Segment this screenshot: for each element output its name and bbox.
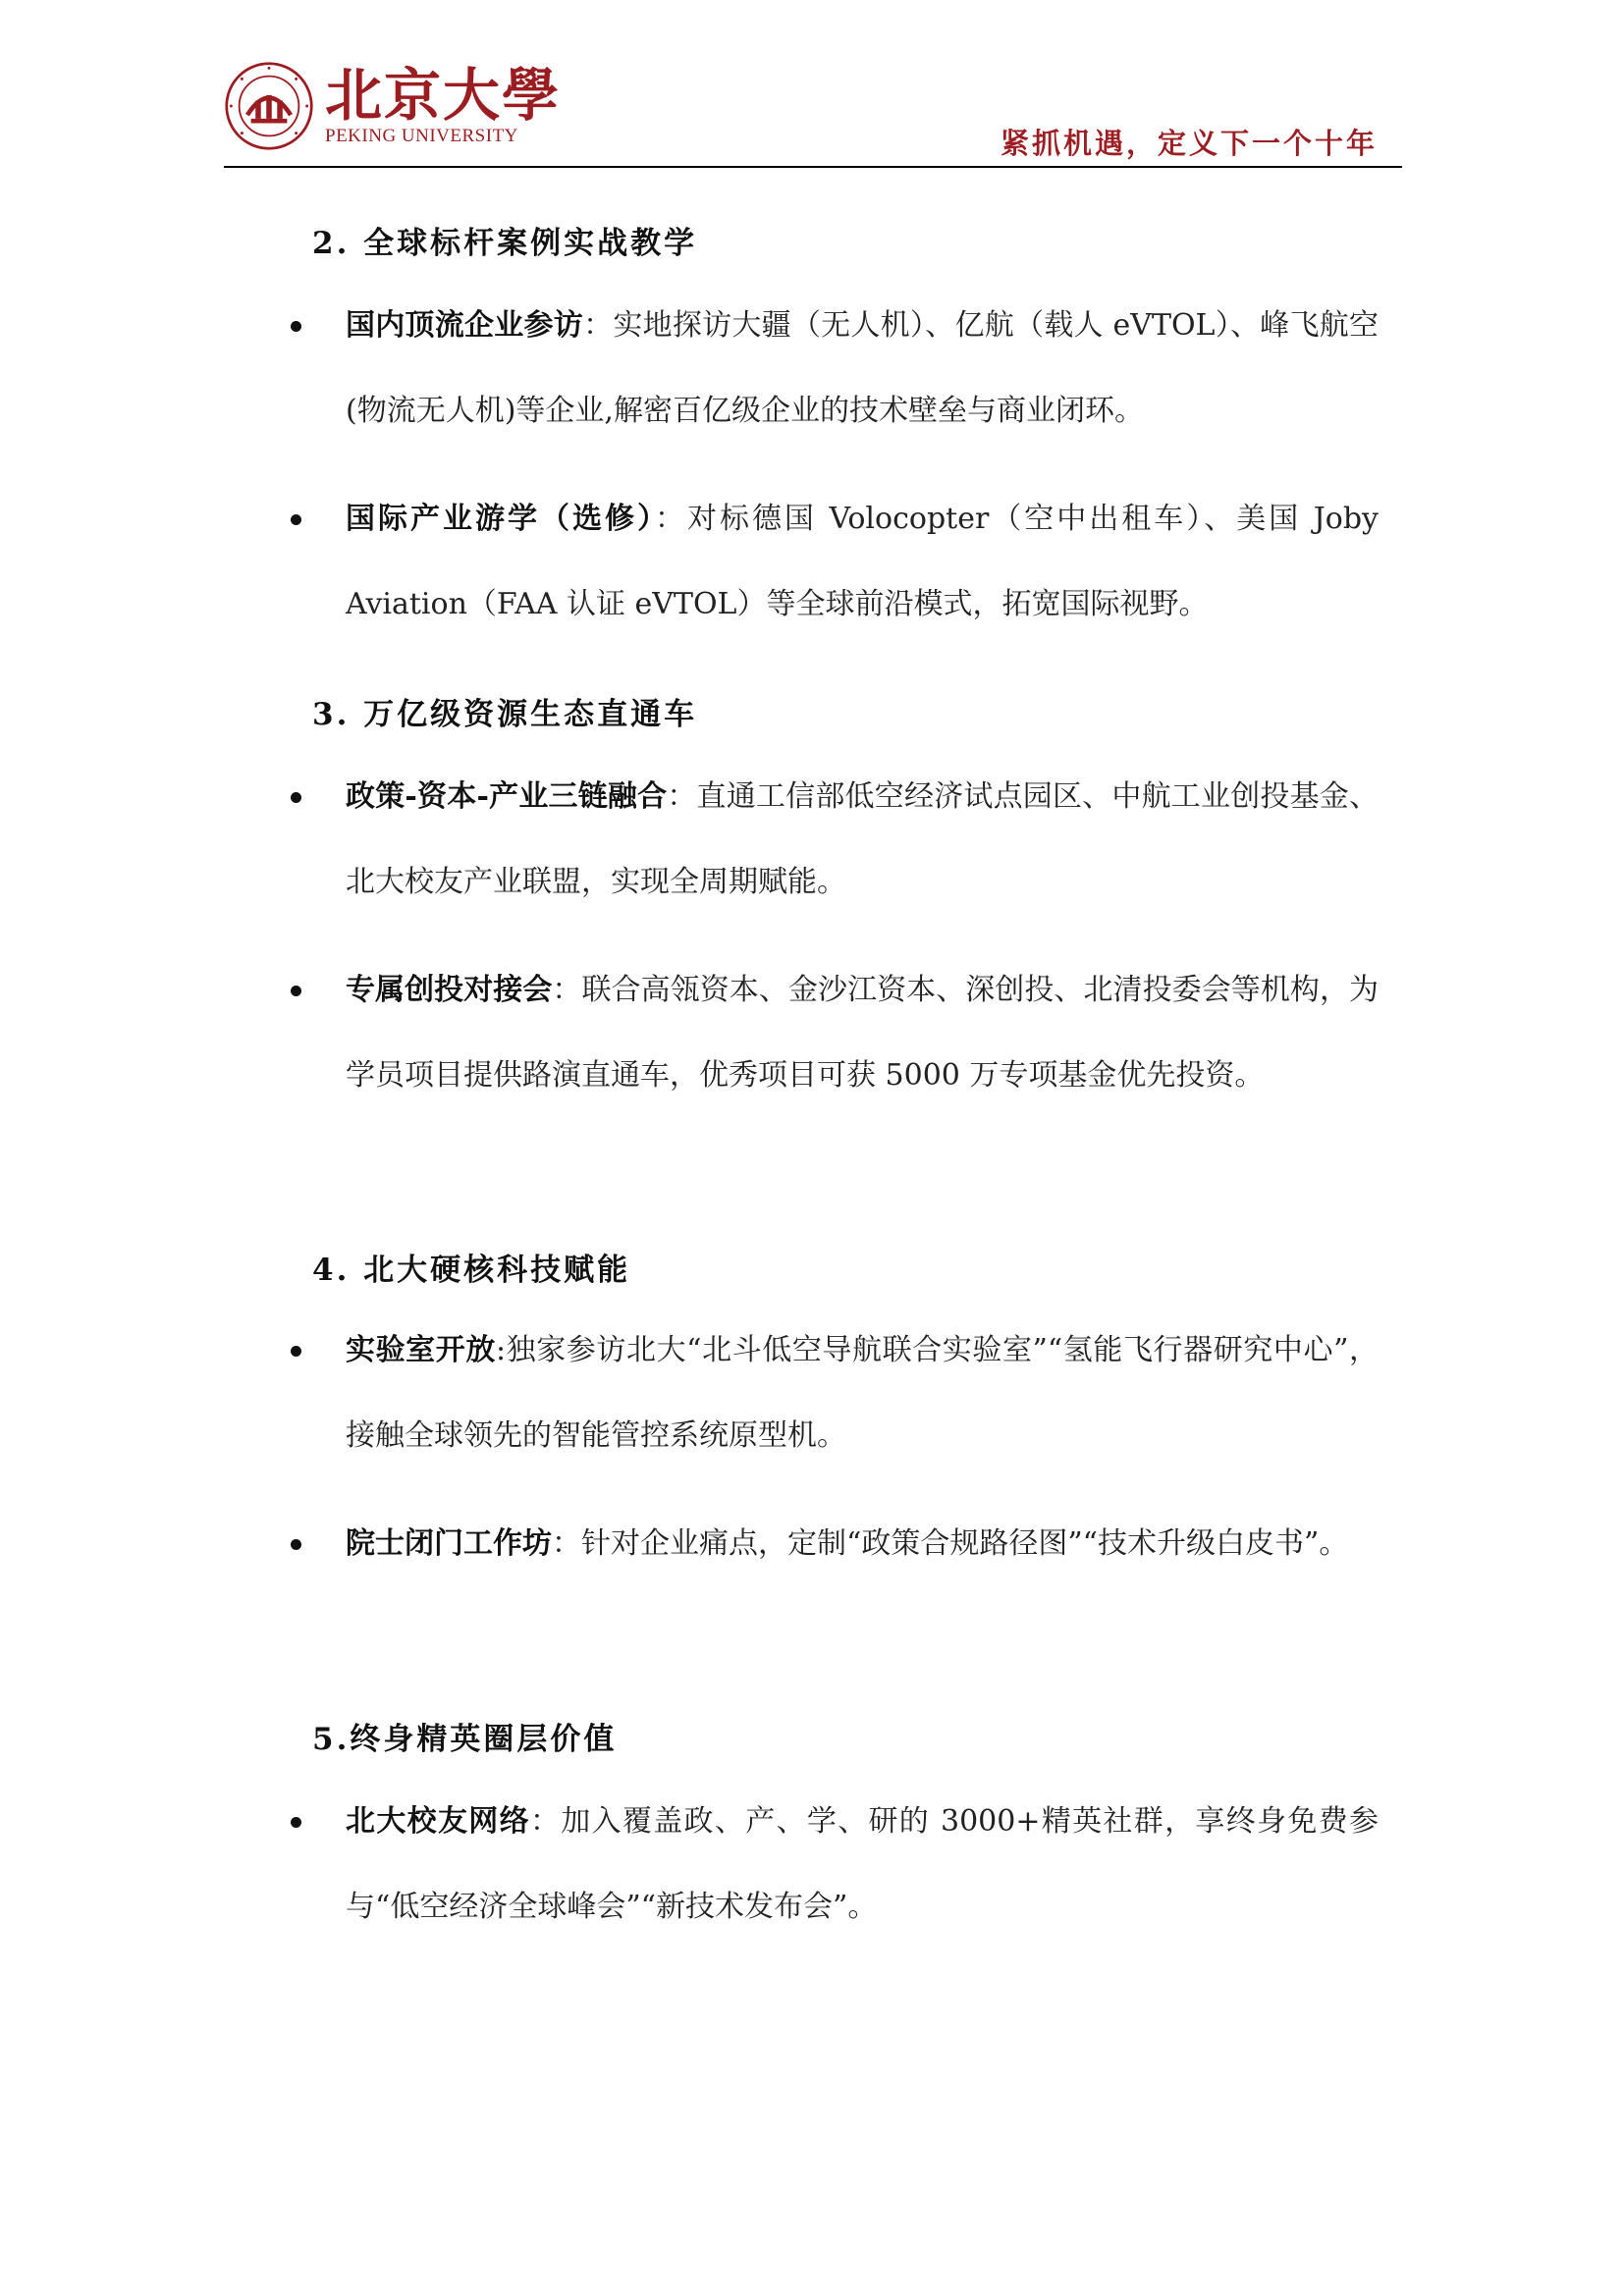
page-header xyxy=(0,0,1623,177)
item-lead: 北大校友网络 xyxy=(346,1804,530,1839)
bullet-icon xyxy=(291,321,301,332)
item-text: 针对企业痛点，定制“政策合规路径图”“技术升级白皮书”。 xyxy=(581,1526,1349,1561)
list-item-three-chain xyxy=(346,754,1379,925)
logo-english-name: PEKING UNIVERSITY xyxy=(325,126,518,146)
pku-logo xyxy=(224,61,562,159)
bullet-icon xyxy=(291,1346,301,1357)
item-lead: 专属创投对接会 xyxy=(346,973,553,1007)
item-separator: ： xyxy=(667,779,697,814)
section-heading-2: 2. 全球标杆案例实战教学 xyxy=(312,226,698,261)
item-text: 联合高瓴资本、金沙江资本、深创投、北清投委会等机构，为学员项目提供路演直通车，优秀项目可获 5000 万专项基金优先投资。 xyxy=(346,973,1380,1093)
list-item-domestic-visits xyxy=(346,283,1379,454)
list-item-international-study xyxy=(346,476,1379,647)
logo-chinese-name: 北京大學 xyxy=(325,62,562,129)
bullet-icon xyxy=(291,1817,301,1828)
item-separator: : xyxy=(495,1333,507,1367)
pku-seal-icon xyxy=(224,61,314,151)
item-separator: ： xyxy=(552,973,582,1007)
item-separator: ： xyxy=(583,308,614,343)
list-item-alumni-network xyxy=(346,1779,1379,1949)
section-heading-4: 4. 北大硬核科技赋能 xyxy=(312,1253,631,1288)
list-item-academician-workshop xyxy=(346,1501,1379,1586)
header-divider xyxy=(224,166,1402,168)
item-text: 实地探访大疆（无人机）、亿航（载人 eVTOL）、峰飞航空(物流无人机)等企业,解密百亿级企业的技术壁垒与商业闭环。 xyxy=(346,308,1380,428)
item-separator: ： xyxy=(654,502,687,536)
item-text: 加入覆盖政、产、学、研的 3000+精英社群，享终身免费参与“低空经济全球峰会”“新技术发布会”。 xyxy=(346,1804,1380,1924)
list-item-lab-open xyxy=(346,1308,1379,1478)
item-separator: ： xyxy=(552,1526,581,1561)
section-heading-5: 5.终身精英圈层价值 xyxy=(312,1722,618,1757)
item-text: 直通工信部低空经济试点园区、中航工业创投基金、北大校友产业联盟，实现全周期赋能。 xyxy=(346,779,1380,899)
bullet-icon xyxy=(291,986,301,996)
item-separator: ： xyxy=(529,1804,562,1839)
section-heading-3: 3. 万亿级资源生态直通车 xyxy=(312,697,698,732)
header-slogan: 紧抓机遇，定义下一个十年 xyxy=(1000,127,1378,160)
bullet-icon xyxy=(291,1539,301,1550)
item-lead: 政策-资本-产业三链融合 xyxy=(346,779,668,814)
list-item-vc-matching xyxy=(346,947,1379,1118)
item-lead: 实验室开放 xyxy=(346,1333,496,1367)
bullet-icon xyxy=(291,792,301,803)
item-text: 独家参访北大“北斗低空导航联合实验室”“氢能飞行器研究中心”，接触全球领先的智能管控系统原型机。 xyxy=(346,1333,1379,1453)
item-text: 对标德国 Volocopter（空中出租车）、美国 Joby Aviation（FAA 认证 eVTOL）等全球前沿模式，拓宽国际视野。 xyxy=(346,502,1380,621)
item-lead: 国际产业游学（选修） xyxy=(346,502,655,536)
item-lead: 院士闭门工作坊 xyxy=(346,1526,552,1561)
bullet-icon xyxy=(291,514,301,525)
item-lead: 国内顶流企业参访 xyxy=(346,308,584,343)
